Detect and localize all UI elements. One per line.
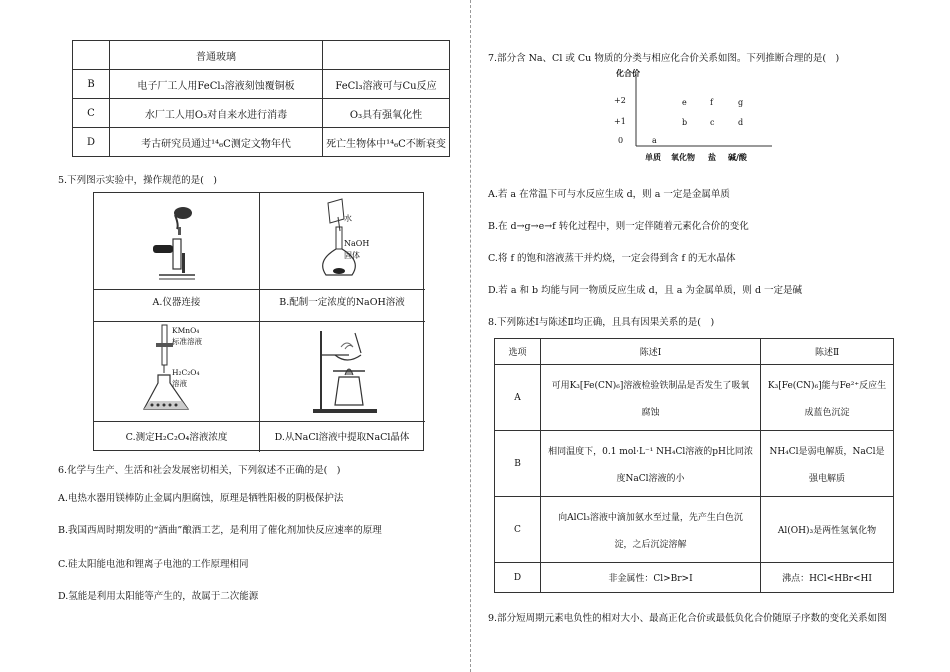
q4-row-right: FeCl₃溶液可与Cu反应 [323, 70, 450, 99]
q7-xtick: 盐 [708, 152, 716, 162]
q8-statement-1 [541, 431, 761, 497]
q7-stem: 7.部分含 Na、Cl 或 Cu 物质的分类与相应化合价关系如图。下列推断合理的是( ) [488, 53, 840, 64]
q8-header: 陈述Ⅱ [761, 339, 894, 365]
q8-s1-line: 相同温度下，0.1 mol·L⁻¹ NH₄Cl溶液的pH比同浓 [548, 446, 753, 457]
q4-header-mid: 普通玻璃 [110, 41, 323, 70]
apparatus-connection-illustration [149, 199, 209, 283]
q8-header-row [495, 339, 894, 365]
q7-point-d: d [738, 118, 744, 127]
q5-option-c: C.测定H₂C₂O₄溶液浓度 [125, 432, 228, 443]
q4-header-row [73, 41, 450, 70]
table-row [495, 431, 894, 497]
q7-ytick: 0 [618, 136, 624, 145]
q8-statement-2 [761, 431, 894, 497]
q4-row-mid: 水厂工人用O₃对自来水进行消毒 [110, 99, 323, 128]
q8-header: 选项 [495, 339, 541, 365]
q7-valence-chart [616, 70, 776, 166]
q8-s2-line: 成蓝色沉淀 [804, 407, 850, 418]
q4-row-right: O₃具有强氧化性 [323, 99, 450, 128]
q8-stem: 8.下列陈述Ⅰ与陈述Ⅱ均正确，且具有因果关系的是( ) [488, 317, 715, 328]
q6-option-d: D.氢能是利用太阳能等产生的，故属于二次能源 [58, 591, 259, 602]
q8-s1-line: 度NaCl溶液的小 [616, 473, 685, 484]
q4-row-label: C [73, 99, 110, 128]
q4-row-mid: 电子厂工人用FeCl₃溶液刻蚀覆铜板 [110, 70, 323, 99]
q8-row-label: A [495, 365, 541, 431]
q8-s2-line: K₃[Fe(CN)₆]能与Fe²⁺反应生 [767, 380, 887, 391]
q8-s2-line: 强电解质 [808, 473, 845, 484]
q7-option-a: A.若 a 在常温下可与水反应生成 d，则 a 一定是金属单质 [488, 189, 730, 200]
q5-option-d: D.从NaCl溶液中提取NaCl晶体 [274, 432, 410, 443]
q7-point-g: g [738, 98, 744, 107]
q4-row-right: 死亡生物体中¹⁴₆C不断衰变 [323, 128, 450, 157]
q5-stem: 5.下列图示实验中，操作规范的是( ) [58, 175, 217, 186]
q8-statement-1 [541, 365, 761, 431]
q7-option-b: B.在 d→g→e→f 转化过程中，则一定伴随着元素化合价的变化 [488, 221, 749, 232]
kmno4-label: KMnO₄ [172, 326, 200, 335]
q7-ytick: +2 [614, 96, 626, 105]
q8-s1-line: 向AlCl₃溶液中滴加氨水至过量，先产生白色沉 [558, 512, 743, 523]
table-row [495, 563, 894, 593]
q8-statement-1: 非金属性：Cl>Br>I [541, 563, 761, 593]
naoh-label: NaOH [344, 239, 370, 248]
solid-label: 固体 [344, 251, 360, 260]
q8-row-label: B [495, 431, 541, 497]
q8-statement-2: 沸点：HCl<HBr<HI [761, 563, 894, 593]
table-row [73, 128, 450, 157]
q8-row-label: D [495, 563, 541, 593]
q4-row-label: B [73, 70, 110, 99]
q8-header: 陈述Ⅰ [541, 339, 761, 365]
q7-ytick: +1 [614, 117, 626, 126]
q8-statement-2 [761, 365, 894, 431]
q6-option-a: A.电热水器用镁棒防止金属内胆腐蚀，原理是牺牲阳极的阴极保护法 [58, 493, 344, 504]
q4-row-mid: 考古研究员通过¹⁴₆C测定文物年代 [110, 128, 323, 157]
q8-statement-2: Al(OH)₃是两性氢氧化物 [761, 497, 894, 563]
table-row [73, 99, 450, 128]
q4-row-label: D [73, 128, 110, 157]
q7-ylabel: 化合价 [616, 68, 640, 78]
q8-row-label: C [495, 497, 541, 563]
evaporation-illustration [309, 325, 389, 417]
q7-point-b: b [682, 118, 688, 127]
q7-option-c: C.将 f 的饱和溶液蒸干并灼烧，一定会得到含 f 的无水晶体 [488, 253, 736, 264]
q8-s1-line: 腐蚀 [641, 407, 660, 418]
water-label: 水 [344, 214, 352, 223]
q7-point-f: f [710, 98, 713, 107]
q8-s1-line: 淀，之后沉淀溶解 [614, 539, 687, 550]
q4-table [72, 40, 450, 157]
q7-point-c: c [710, 118, 715, 127]
q8-s2-line: NH₄Cl是弱电解质，NaCl是 [769, 446, 885, 457]
q7-point-a: a [652, 136, 657, 145]
q5-option-b: B.配制一定浓度的NaOH溶液 [279, 297, 405, 308]
q6-option-b: B.我国西周时期发明的“酒曲”酿酒工艺，是利用了催化剂加快反应速率的原理 [58, 525, 382, 536]
q7-option-d: D.若 a 和 b 均能与同一物质反应生成 d，且 a 为金属单质，则 d 一定是碱 [488, 285, 803, 296]
q8-s1-line: 可用K₃[Fe(CN)₆]溶液检验铁制品是否发生了吸氧 [551, 380, 750, 391]
q8-table [494, 338, 894, 593]
q7-point-e: e [682, 98, 687, 107]
h2c2o4-label: H₂C₂O₄ [172, 368, 200, 377]
q5-option-a: A.仪器连接 [152, 297, 201, 308]
standard-solution-label: 标准溶液 [172, 337, 202, 346]
solution-label: 溶液 [172, 379, 187, 388]
table-row [495, 497, 894, 563]
q5-figure-grid [93, 192, 424, 451]
table-row [73, 70, 450, 99]
q7-xtick: 碱/酸 [728, 152, 747, 162]
q6-option-c: C.硅太阳能电池和锂离子电池的工作原理相同 [58, 559, 249, 570]
q7-xtick: 氧化物 [671, 152, 695, 162]
q9-stem: 9.部分短周期元素电负性的相对大小、最高正化合价或最低负化合价随原子序数的变化关系如图 [488, 613, 887, 624]
column-divider [470, 0, 471, 672]
table-row [495, 365, 894, 431]
q6-stem: 6.化学与生产、生活和社会发展密切相关，下列叙述不正确的是( ) [58, 465, 341, 476]
q8-statement-1 [541, 497, 761, 563]
q7-xtick: 单质 [645, 152, 661, 162]
